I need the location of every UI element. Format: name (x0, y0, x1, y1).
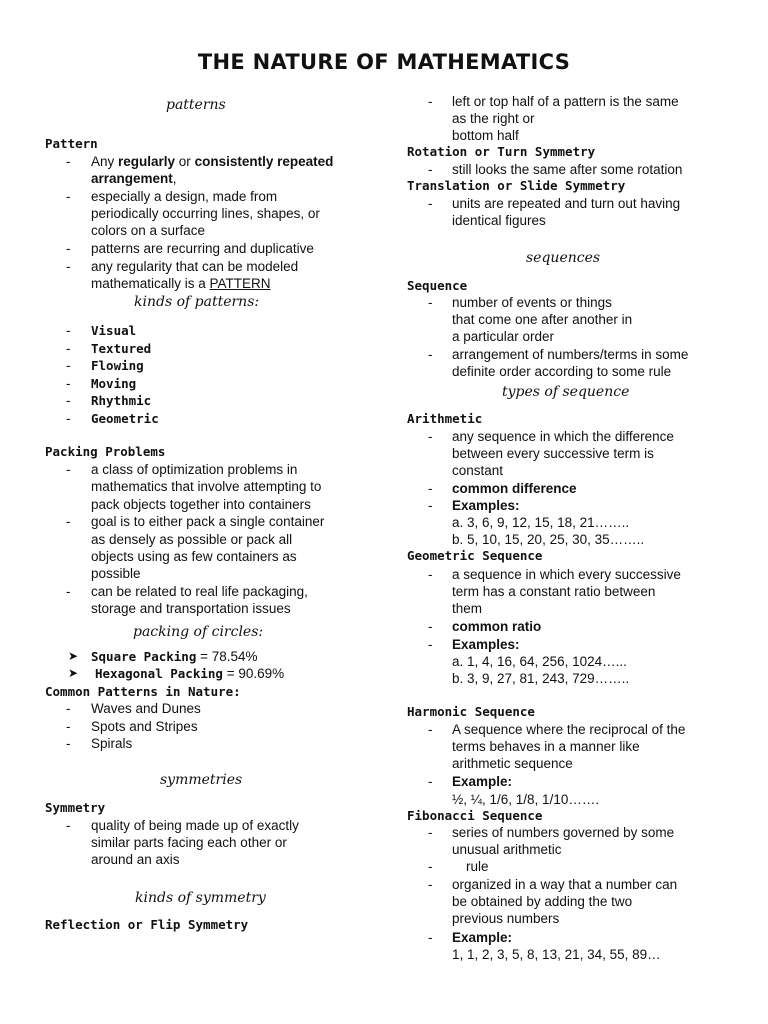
section-heading-types-of-sequence: types of sequence (502, 384, 630, 400)
arithmetic-examples-label: Examples: (452, 498, 520, 513)
packing-item: a class of optimization problems in (91, 462, 298, 477)
translation-heading: Translation or Slide Symmetry (407, 178, 626, 193)
nature-pattern-item: Spirals (91, 736, 133, 752)
rotation-item: still looks the same after some rotation (452, 162, 683, 177)
fibonacci-example-label: Example: (452, 930, 513, 945)
symmetry-heading: Symmetry (45, 800, 106, 815)
common-patterns-heading: Common Patterns in Nature: (45, 684, 241, 699)
harmonic-example-label: Example: (452, 774, 513, 789)
pattern-item-3: patterns are recurring and duplicative (91, 241, 314, 256)
pattern-kind-item: Rhythmic (91, 393, 152, 409)
fibonacci-item-1: series of numbers governed by some (452, 825, 675, 840)
reflection-heading: Reflection or Flip Symmetry (45, 917, 249, 932)
packing-problems-heading: Packing Problems (45, 444, 166, 459)
fibonacci-item-2: organized in a way that a number can (452, 877, 678, 892)
packing-item: goal is to either pack a single container (91, 514, 325, 530)
arrow-icon: ➤ (68, 649, 79, 663)
symmetry-item: quality of being made up of exactly (91, 818, 299, 833)
fibonacci-heading: Fibonacci Sequence (407, 808, 543, 823)
page-title: THE NATURE OF MATHEMATICS (197, 50, 571, 74)
harmonic-item: A sequence where the reciprocal of the (452, 722, 686, 737)
harmonic-heading: Harmonic Sequence (407, 704, 535, 719)
packing-item: can be related to real life packaging, (91, 584, 308, 600)
common-ratio: common ratio (452, 619, 542, 634)
square-packing: Square Packing = 78.54% (91, 649, 258, 664)
arithmetic-example-b: b. 5, 10, 15, 20, 25, 30, 35…….. (452, 532, 645, 547)
nature-pattern-item: Spots and Stripes (91, 718, 198, 734)
geometric-example-b: b. 3, 9, 27, 81, 243, 729…….. (452, 671, 630, 686)
sequence-item-1: number of events or things (452, 295, 612, 310)
section-heading-packing-of-circles: packing of circles: (133, 624, 264, 640)
geometric-example-a: a. 1, 4, 16, 64, 256, 1024…... (452, 654, 627, 669)
pattern-kind-item: Visual (91, 323, 137, 338)
arithmetic-example-a: a. 3, 6, 9, 12, 15, 18, 21…….. (452, 515, 630, 530)
fibonacci-rule: rule (466, 859, 489, 874)
harmonic-example-values: ½, ¼, 1/6, 1/8, 1/10……. (452, 792, 600, 807)
pattern-item-1: Any regularly or consistently repeated (91, 154, 334, 169)
translation-item: units are repeated and turn out having (452, 196, 681, 211)
arithmetic-item: any sequence in which the difference (452, 429, 674, 444)
arrow-icon: ➤ (68, 666, 79, 680)
pattern-item-2: especially a design, made from (91, 189, 278, 204)
section-heading-sequences: sequences (526, 250, 601, 266)
sequence-heading: Sequence (407, 278, 468, 293)
nature-pattern-item: Waves and Dunes (91, 701, 201, 716)
geometric-item: a sequence in which every successive (452, 567, 681, 582)
pattern-heading: Pattern (45, 136, 98, 151)
sequence-item-2: arrangement of numbers/terms in some (452, 347, 689, 362)
pattern-kind-item: Textured (91, 340, 152, 356)
arithmetic-heading: Arithmetic (407, 411, 483, 426)
rotation-heading: Rotation or Turn Symmetry (407, 144, 596, 159)
fibonacci-example-values: 1, 1, 2, 3, 5, 8, 13, 21, 34, 55, 89… (452, 947, 661, 962)
section-heading-kinds-of-symmetry: kinds of symmetry (135, 890, 266, 906)
pattern-kind-item: Flowing (91, 358, 144, 374)
pattern-kind-item: Geometric (91, 411, 159, 426)
pattern-item-4: any regularity that can be modeled (91, 259, 299, 274)
geometric-heading: Geometric Sequence (407, 548, 543, 563)
section-heading-symmetries: symmetries (160, 772, 243, 788)
common-difference: common difference (452, 481, 577, 496)
pattern-kind-item: Moving (91, 375, 137, 391)
section-heading-kinds-of-patterns: kinds of patterns: (134, 294, 260, 310)
geometric-examples-label: Examples: (452, 637, 520, 652)
reflection-item: left or top half of a pattern is the same (452, 94, 679, 109)
section-heading-patterns: patterns (166, 97, 226, 113)
hexagonal-packing: Hexagonal Packing = 90.69% (95, 666, 285, 681)
